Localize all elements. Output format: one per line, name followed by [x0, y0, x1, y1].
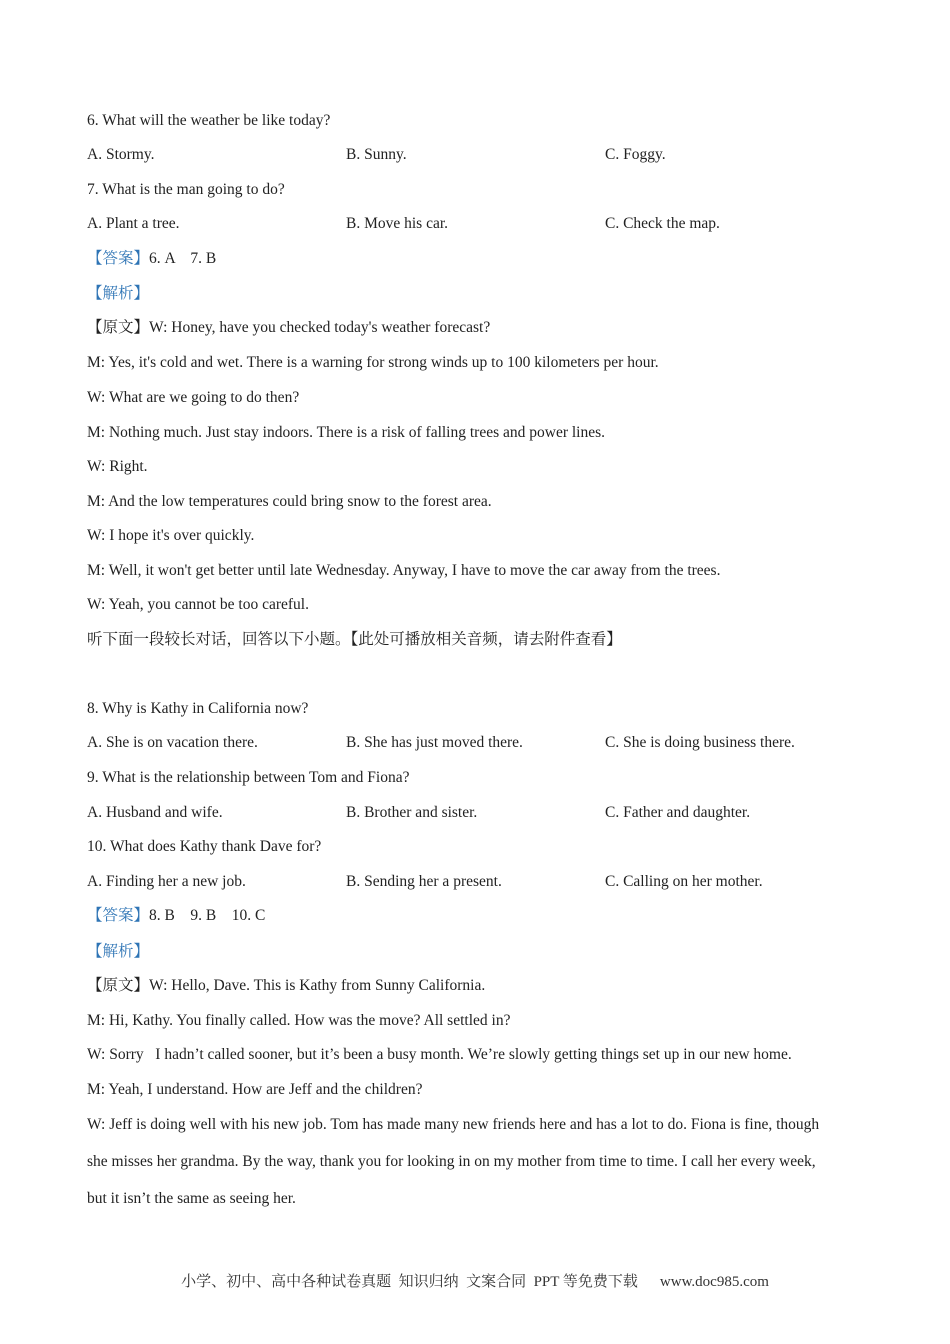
q7-option-a: A. Plant a tree. — [87, 215, 180, 232]
answer-tag: 【答案】 — [87, 250, 150, 267]
q10-option-c: C. Calling on her mother. — [605, 873, 763, 890]
transcript-line: M: Well, it won't get better until late Wednesday. Anyway, I have to move the car away from the trees. — [87, 562, 721, 579]
q6-option-b: B. Sunny. — [346, 146, 407, 163]
answer-text: 8. B 9. B 10. C — [149, 907, 266, 924]
footer-text: 小学、初中、高中各种试卷真题 知识归纳 文案合同 PPT 等免费下载 — [181, 1274, 638, 1290]
question-10: 10. What does Kathy thank Dave for? — [87, 838, 322, 855]
transcript-line: M: Yes, it's cold and wet. There is a warning for strong winds up to 100 kilometers per hour. — [87, 354, 659, 371]
transcript-line: M: Yeah, I understand. How are Jeff and the children? — [87, 1081, 423, 1098]
transcript-line — [87, 318, 490, 338]
answer-line-1 — [87, 249, 216, 269]
transcript-line: she misses her grandma. By the way, thank you for looking in on my mother from time to time. I call her every week, — [87, 1153, 816, 1170]
transcript-line: but it isn’t the same as seeing her. — [87, 1190, 296, 1207]
transcript-line: M: Nothing much. Just stay indoors. There is a risk of falling trees and power lines. — [87, 424, 606, 441]
q7-option-c: C. Check the map. — [605, 215, 720, 232]
q6-option-a: A. Stormy. — [87, 146, 155, 163]
transcript-line: W: What are we going to do then? — [87, 389, 300, 406]
transcript-line — [87, 976, 485, 996]
transcript-line: W: Jeff is doing well with his new job. Tom has made many new friends here and has a lot to do. Fiona is fine, though — [87, 1116, 820, 1133]
q9-option-a: A. Husband and wife. — [87, 804, 223, 821]
transcript-line: W: Sorry I hadn’t called sooner, but it’s been a busy month. We’re slowly getting things set up in our new home. — [87, 1046, 792, 1063]
q8-option-c: C. She is doing business there. — [605, 734, 795, 751]
transcript-line: W: Yeah, you cannot be too careful. — [87, 596, 309, 613]
question-7: 7. What is the man going to do? — [87, 181, 285, 198]
transcript-text: W: Honey, have you checked today's weather forecast? — [149, 319, 491, 336]
footer-url[interactable]: www.doc985.com — [659, 1274, 769, 1290]
q9-option-b: B. Brother and sister. — [346, 804, 478, 821]
analysis-tag: 【解析】 — [87, 285, 150, 302]
answer-tag: 【答案】 — [87, 907, 150, 924]
answer-text: 6. A 7. B — [149, 250, 217, 267]
transcript-text: W: Hello, Dave. This is Kathy from Sunny California. — [149, 977, 486, 994]
listening-instruction: 听下面一段较长对话，回答以下小题。【此处可播放相关音频，请去附件查看】 — [87, 631, 622, 648]
page-footer — [0, 1270, 950, 1291]
question-8: 8. Why is Kathy in California now? — [87, 700, 309, 717]
q7-option-b: B. Move his car. — [346, 215, 449, 232]
transcript-line: M: And the low temperatures could bring snow to the forest area. — [87, 493, 492, 510]
q8-option-a: A. She is on vacation there. — [87, 734, 258, 751]
transcript-line: M: Hi, Kathy. You finally called. How was the move? All settled in? — [87, 1012, 511, 1029]
original-tag: 【原文】 — [87, 977, 150, 994]
transcript-line: W: I hope it's over quickly. — [87, 527, 255, 544]
question-9: 9. What is the relationship between Tom and Fiona? — [87, 769, 410, 786]
q9-option-c: C. Father and daughter. — [605, 804, 751, 821]
q10-option-a: A. Finding her a new job. — [87, 873, 246, 890]
analysis-tag: 【解析】 — [87, 943, 150, 960]
answer-line-2 — [87, 906, 265, 926]
q10-option-b: B. Sending her a present. — [346, 873, 502, 890]
q6-option-c: C. Foggy. — [605, 146, 666, 163]
question-6: 6. What will the weather be like today? — [87, 112, 331, 129]
q8-option-b: B. She has just moved there. — [346, 734, 523, 751]
original-tag: 【原文】 — [87, 319, 150, 336]
transcript-line: W: Right. — [87, 458, 148, 475]
